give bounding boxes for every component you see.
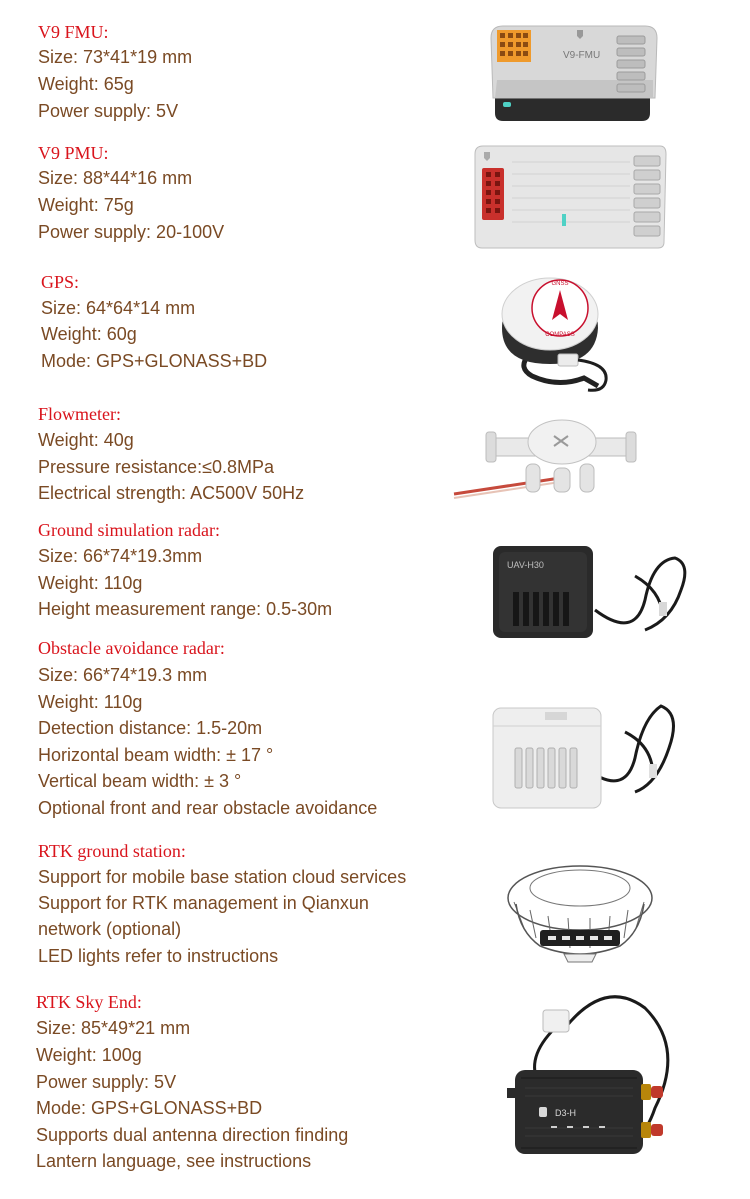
- section-title: RTK ground station:: [38, 841, 186, 861]
- spec-line: network (optional): [38, 919, 182, 939]
- rtk-ground-station-icon: [500, 858, 665, 968]
- section-title: V9 FMU:: [38, 22, 109, 42]
- spec-line: Size: 85*49*21 mm: [36, 1018, 191, 1038]
- section-title: RTK Sky End:: [36, 992, 142, 1012]
- ground-radar-icon: [485, 540, 695, 650]
- pmu-module-icon: [470, 142, 670, 252]
- spec-line: Detection distance: 1.5-20m: [38, 718, 263, 738]
- spec-line: Mode: GPS+GLONASS+BD: [36, 1098, 263, 1118]
- spec-line: Horizontal beam width: ± 17 °: [38, 745, 274, 765]
- gps-label-top: GNSS: [551, 281, 569, 287]
- spec-line: Height measurement range: 0.5-30m: [38, 599, 333, 619]
- fmu-module-icon: [485, 18, 660, 126]
- spec-line: LED lights refer to instructions: [38, 946, 279, 966]
- obstacle-radar-icon: [485, 688, 685, 813]
- spec-line: Size: 88*44*16 mm: [38, 168, 193, 188]
- section-title: V9 PMU:: [38, 143, 109, 163]
- radar-label: UAV-H30: [507, 560, 544, 570]
- spec-line: Weight: 40g: [38, 430, 134, 450]
- spec-line: Mode: GPS+GLONASS+BD: [41, 351, 268, 371]
- spec-line: Weight: 110g: [38, 573, 143, 593]
- spec-line: Electrical strength: AC500V 50Hz: [38, 483, 305, 503]
- spec-line: Weight: 100g: [36, 1045, 142, 1065]
- section-title: Obstacle avoidance radar:: [38, 638, 225, 658]
- spec-line: Optional front and rear obstacle avoidance: [38, 798, 378, 818]
- spec-line: Power supply: 5V: [38, 101, 179, 121]
- sky-end-label: D3-H: [555, 1108, 577, 1118]
- fmu-label: V9-FMU: [563, 50, 601, 61]
- spec-line: Supports dual antenna direction finding: [36, 1125, 349, 1145]
- section-title: Ground simulation radar:: [38, 520, 220, 540]
- spec-line: Pressure resistance:≤0.8MPa: [38, 457, 274, 477]
- spec-line: Power supply: 5V: [36, 1072, 177, 1092]
- spec-line: Weight: 60g: [41, 324, 137, 344]
- spec-line: Size: 64*64*14 mm: [41, 298, 196, 318]
- spec-line: Weight: 110g: [38, 692, 143, 712]
- spec-line: Vertical beam width: ± 3 °: [38, 771, 242, 791]
- spec-line: Weight: 65g: [38, 74, 134, 94]
- flowmeter-icon: [450, 408, 665, 508]
- spec-line: Power supply: 20-100V: [38, 222, 225, 242]
- gps-antenna-icon: [488, 268, 648, 398]
- spec-line: Support for mobile base station cloud services: [38, 867, 407, 887]
- spec-line: Support for RTK management in Qianxun: [38, 893, 369, 913]
- spec-line: Lantern language, see instructions: [36, 1151, 312, 1171]
- rtk-sky-end-icon: [495, 988, 695, 1188]
- gps-label-bottom: COMPASS: [545, 332, 575, 338]
- spec-line: Size: 66*74*19.3 mm: [38, 665, 208, 685]
- spec-line: Weight: 75g: [38, 195, 134, 215]
- spec-line: Size: 66*74*19.3mm: [38, 546, 203, 566]
- spec-line: Size: 73*41*19 mm: [38, 47, 193, 67]
- section-title: Flowmeter:: [38, 404, 121, 424]
- section-title: GPS:: [41, 272, 80, 292]
